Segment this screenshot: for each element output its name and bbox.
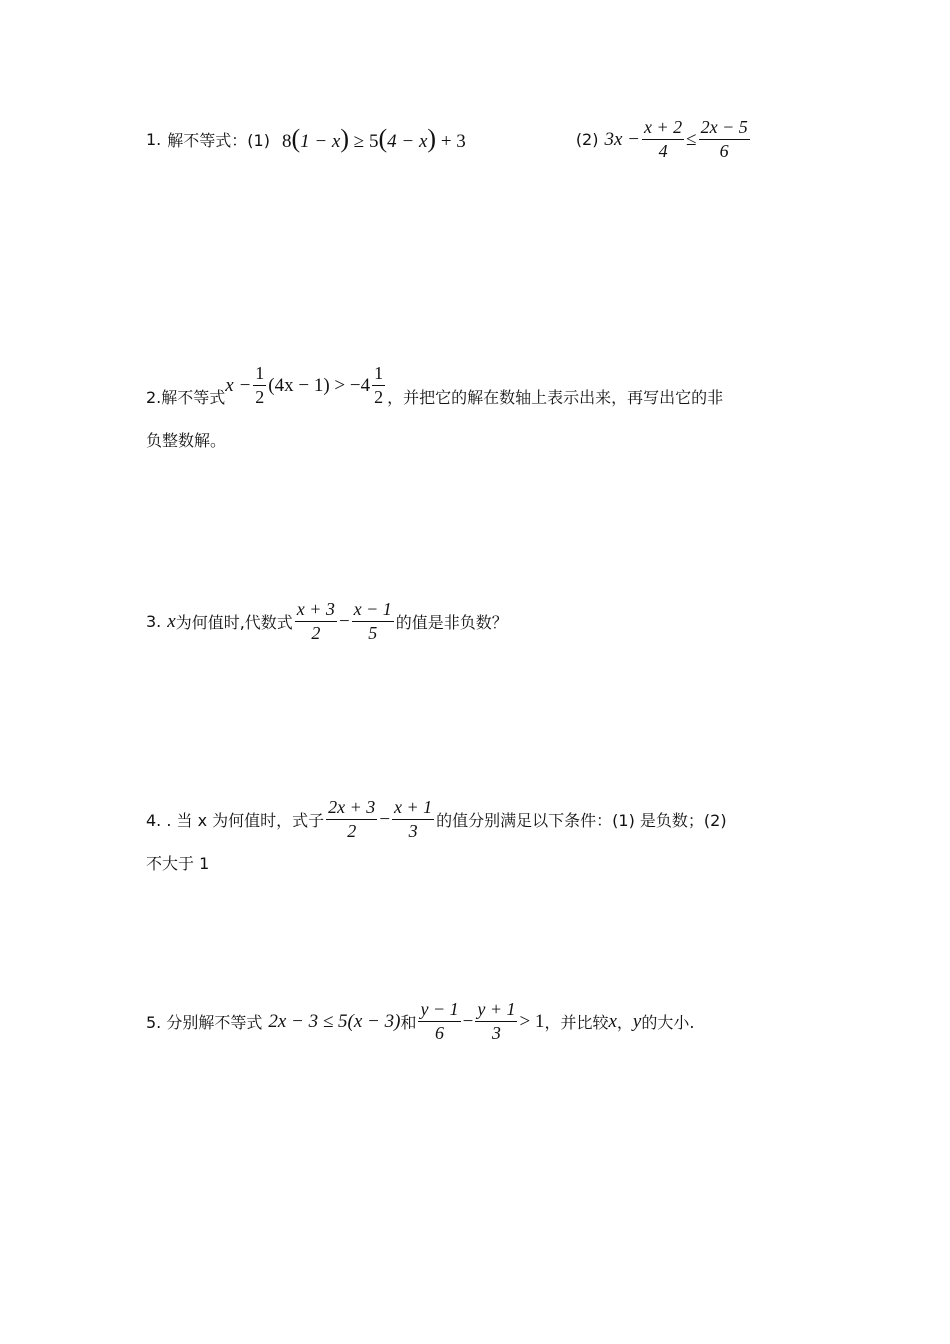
q1-term-b: 1 − x	[300, 131, 341, 153]
q2-fraction-2: $\frac{1}{2}$	[374, 363, 384, 407]
q5-fraction-1: $\frac{y - 1}{6}$	[420, 999, 459, 1043]
q1-prefix: 1.	[146, 130, 162, 150]
q5-expr1: 2x − 3 ≤ 5(x − 3)	[268, 1010, 401, 1032]
q3-variable: x	[167, 610, 176, 632]
q4-line2: 不大于 1	[146, 854, 210, 873]
q3-text2: 的值是非负数？	[395, 613, 508, 633]
q3-prefix: 3.	[146, 612, 162, 632]
q3-fraction-2: $\frac{x - 1}{5}$	[353, 599, 392, 643]
q5-comma: ，	[616, 1013, 633, 1033]
q5-relation: > 1	[519, 1010, 545, 1032]
q2-line2: 负整数解。	[146, 431, 227, 450]
q2-tail: ，并把它的解在数轴上表示出来，再写出它的非	[387, 387, 724, 407]
q5-operator: −	[462, 1010, 474, 1032]
q1-term-d: + 3	[440, 131, 466, 153]
q4-text2: 的值分别满足以下条件：(1) 是负数；(2)	[436, 811, 727, 831]
question-4	[146, 798, 727, 842]
q5-prefix: 5. 分别解不等式	[146, 1013, 263, 1033]
question-5	[146, 1000, 694, 1044]
q5-text3: 的大小.	[641, 1013, 695, 1033]
q3-operator: −	[338, 610, 350, 632]
q1-coef-a: 8	[281, 131, 292, 153]
q1-label: 解不等式：(1)	[167, 131, 270, 151]
q4-prefix: 4. . 当 x 为何值时，式子	[146, 811, 325, 831]
q5-text2: ，并比较	[544, 1013, 609, 1033]
q1-part2-label: (2)	[575, 130, 599, 150]
q4-operator: −	[379, 808, 391, 830]
q4-fraction-2: $\frac{x + 1}{3}$	[394, 797, 433, 841]
q2-lead: x −	[225, 374, 252, 396]
q3-fraction-1: $\frac{x + 3}{2}$	[296, 599, 335, 643]
question-1	[146, 118, 752, 162]
q2-mid: (4x − 1) > −4	[268, 374, 371, 396]
q5-and: 和	[400, 1013, 417, 1033]
q1-part2-fraction-1: $\frac{x + 2}{4}$	[644, 117, 683, 161]
q5-y: y	[632, 1010, 642, 1032]
q2-fraction-1: $\frac{1}{2}$	[255, 363, 265, 407]
q5-fraction-2: $\frac{y + 1}{3}$	[477, 999, 516, 1043]
q1-part2-relation: ≤	[686, 128, 697, 150]
q1-part2-lead: 3x −	[604, 128, 640, 150]
q1-relation: ≥ 5	[353, 131, 379, 153]
q1-part1-expr: 8(1 − x) ≥ 5(4 − x) + 3	[281, 124, 466, 154]
q4-fraction-1: $\frac{2x + 3}{2}$	[328, 797, 376, 841]
question-4-line-2	[146, 851, 209, 874]
q1-part2-fraction-2: $\frac{2x - 5}{6}$	[700, 117, 748, 161]
question-2	[146, 364, 723, 408]
q2-prefix: 2.解不等式	[146, 387, 226, 407]
question-2-line-2	[146, 428, 226, 451]
q5-x: x	[608, 1010, 617, 1032]
q3-text1: 为何值时,代数式	[175, 613, 293, 633]
question-3	[146, 600, 508, 644]
q1-term-c: 4 − x	[387, 131, 428, 153]
